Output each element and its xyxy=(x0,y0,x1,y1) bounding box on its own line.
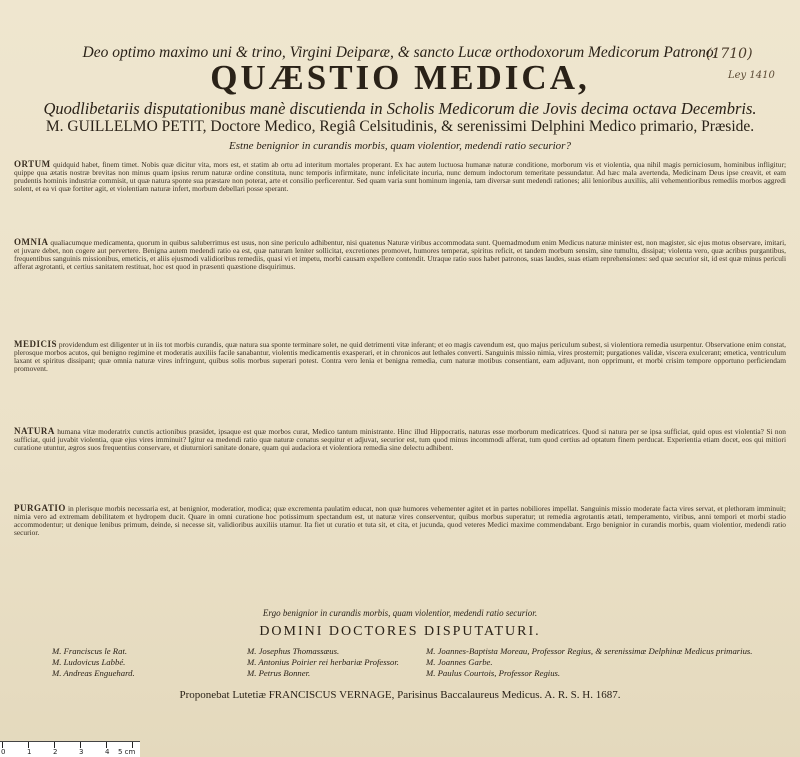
ruler-label: 2 xyxy=(53,748,58,756)
doctor-name: M. Antonius Poirier rei herbariæ Professor. xyxy=(247,657,399,667)
section-text: humana vitæ moderatrix cunctis actionibus præsidet, ipsaque est quæ morbos curat, Medico tantum ministrante. Hinc illud Hippocratis, naturas esse morborum medicatrices. Quod si natura per se ipsa sufficiat, quid opus est violentia? Si non sufficiat, quid juvabit violentia, quæ ejus vires imminuit? Igitur ea medendi ratio quæ naturæ conatus sequitur et adjuvat, securior est, tum quod minus incommodi afferat, tum quod certius ad optatum finem perducat. Experientia etiam docet, eos qui mitiori curatione utuntur, ægros suos frequentius conservare, et diuturniori sanitate donare, quam qui audaciora et violentiora remedia sine delectu adhibent. xyxy=(14,427,786,453)
doctor-name: M. Joannes-Baptista Moreau, Professor Regius, & serenissimæ Delphinæ Medicus primarius. xyxy=(426,646,753,656)
doctors-title: DOMINI DOCTORES DISPUTATURI. xyxy=(259,624,541,639)
section-initial: OMNIA xyxy=(14,237,49,247)
ruler-label: 0 xyxy=(1,748,6,756)
proponebat-line: Proponebat Lutetiæ FRANCISCUS VERNAGE, Parisinus Baccalaureus Medicus. A. R. S. H. 1687. xyxy=(179,689,621,701)
section-text: qualiacumque medicamenta, quorum in quibus saluberrimus est usus, non sine periculo adhibentur, nisi quatenus Naturæ viribus accommodata sunt. Quemadmodum enim Medicus naturæ minister est, non magister, sic ejus motus observare, imitari, et juvare debet, non cogere aut pervertere. Benigna autem medendi ratio ea est, quæ naturam leniter sollicitat, excretiones promovet, humores temperat, spiritus reficit, et tandem morbum sensim, sine tumultu, dissipat; violenta vero, quæ acribus purgantibus, frequentibus sanguinis missionibus, emeticis, et aliis ejusmodi validioribus remediis, quasi vi et impetu, morbi causam expellere contendit. Utraque ratio suos habet patronos, suas laudes, suas etiam reprehensiones: sed quæ securior sit, id est quæ minus periculi afferat ægrotanti, et certius sanitatem restituat, hoc est quod in præsenti quæstione disquirimus. xyxy=(14,238,786,272)
section-4 xyxy=(14,427,786,452)
section-text: in plerisque morbis necessaria est, at benignior, moderatior, modica; quæ excrementa paulatim educat, non quæ humores vehementer agitet et in partes nobiliores impellat. Sanguinis missio moderate facta vires servat, et plethoram imminuit; nimia vero ad extremam debilitatem et hydropem ducit. Quare in omni curatione hoc potissimum spectandum est, ut naturæ vires conserventur, quibus morbus superatur; ut remedia ægrotantis ætati, temperamento, viribus, anni tempori et morbi stadio accommodentur; ut denique lenibus primum, deinde, si necesse sit, validioribus auxiliis utamur. Ita fiet ut curatio et tuta sit, et cita, et jucunda, quod veteres Medici maxime commendabant. Ergo benignior in curandis morbis, quam violentior, medendi ratio securior. xyxy=(14,504,786,538)
president-line: M. GUILLELMO PETIT, Doctore Medico, Regiâ Celsitudinis, & serenissimi Delphini Medico primario, Præside. xyxy=(45,118,755,135)
section-initial: MEDICIS xyxy=(14,339,58,349)
ruler-label: 5 cm xyxy=(118,748,136,756)
section-2 xyxy=(14,238,786,271)
section-5 xyxy=(14,504,786,537)
doctor-name: M. Andreas Enguehard. xyxy=(52,668,135,678)
section-initial: NATURA xyxy=(14,426,55,436)
section-initial: PURGATIO xyxy=(14,503,66,513)
doctor-name: M. Franciscus le Rat. xyxy=(52,646,128,656)
section-3 xyxy=(14,340,786,373)
doctor-name: M. Joannes Garbe. xyxy=(426,657,493,667)
page-title: QUÆSTIO MEDICA, xyxy=(210,58,590,97)
section-text: providendum est diligenter ut in iis tot morbis curandis, quæ natura sua sponte terminare solet, ne quid detrimenti vitæ inferant; et eo magis cavendum est, quo majus periculum subest, si violentiora remedia usurpentur. Observatione enim constat, plerosque morbos acutos, qui benigno regimine et moderatis auxiliis facile sanabantur, violentis medicamentis exasperari, et in chronicos aut lethales converti. Sanguinis missio nimia, vires prosternit; purgationes validæ, viscera exulcerant; emetica, ventriculum laxant et spiritus dissipant; quæ omnia naturæ vires infringunt, quibus solis morbus superari potest. Contra vero lenia et benigna remedia, cum naturæ motibus consentiant, eam adjuvant, non opprimunt, et morbi crisim tempore opportuno perficiendam promovent. xyxy=(14,340,786,374)
handwritten-number: (1710) xyxy=(706,46,753,62)
doctors-column-2 xyxy=(247,646,399,679)
doctors-column-3 xyxy=(426,646,752,679)
conclusion-line: Ergo benignior in curandis morbis, quam violentior, medendi ratio securior. xyxy=(262,608,538,618)
subtitle-line: Quodlibetariis disputationibus manè discutienda in Scholis Medicorum die Jovis decima octava Decembris. xyxy=(43,99,757,118)
doctors-column-1 xyxy=(52,646,135,679)
ruler-label: 1 xyxy=(27,748,32,756)
dedication-line: Deo optimo maximo uni & trino, Virgini Deiparæ, & sancto Lucæ orthodoxorum Medicorum Patrono. xyxy=(82,44,718,61)
doctor-name: M. Josephus Thomassæus. xyxy=(247,646,340,656)
doctor-name: M. Ludovicus Labbé. xyxy=(52,657,126,667)
section-text: quidquid habet, finem timet. Nobis quæ dicitur vita, mors est, et statim ab ortu ad interitum mortales properant. Ex hac autem luctuosa humanæ naturæ conditione, morborum vis et violentia, qua nihil magis perniciosum, hominibus infligitur; quippe qua ætatis nostræ brevitas non minus quam ipsius rerum naturæ ordine constituta, nunc temporis infirmitate, nunc infelicitate incuria, nunc demum indoctorum temeritate pessundatur. Ad hæc mala avertenda, Medicinam Deus ipse creavit, et eam prudentis hominis industriæ commisit, ut quæ natura sponte sua præstare non poterat, arte et consilio perficerentur. Sed quam varia sunt hominum ingenia, tam diversæ sunt medendi rationes; alii lenioribus auxiliis, alii vehementioribus remediis morbos aggredi solent, et ea vi quæ fortiter agit, et violentiam naturæ infert, morbum debellari posse sperant. xyxy=(14,160,787,194)
section-initial: ORTUM xyxy=(14,159,51,169)
doctor-name: M. Paulus Courtois, Professor Regius. xyxy=(426,668,561,678)
scale-ruler xyxy=(0,741,140,757)
ruler-label: 3 xyxy=(79,748,84,756)
section-1 xyxy=(14,160,786,193)
doctor-name: M. Petrus Bonner. xyxy=(247,668,311,678)
ruler-label: 4 xyxy=(105,748,110,756)
handwritten-note: Ley 1410 xyxy=(728,70,775,81)
question-line: Estne benignior in curandis morbis, quam violentior, medendi ratio securior? xyxy=(229,140,571,152)
